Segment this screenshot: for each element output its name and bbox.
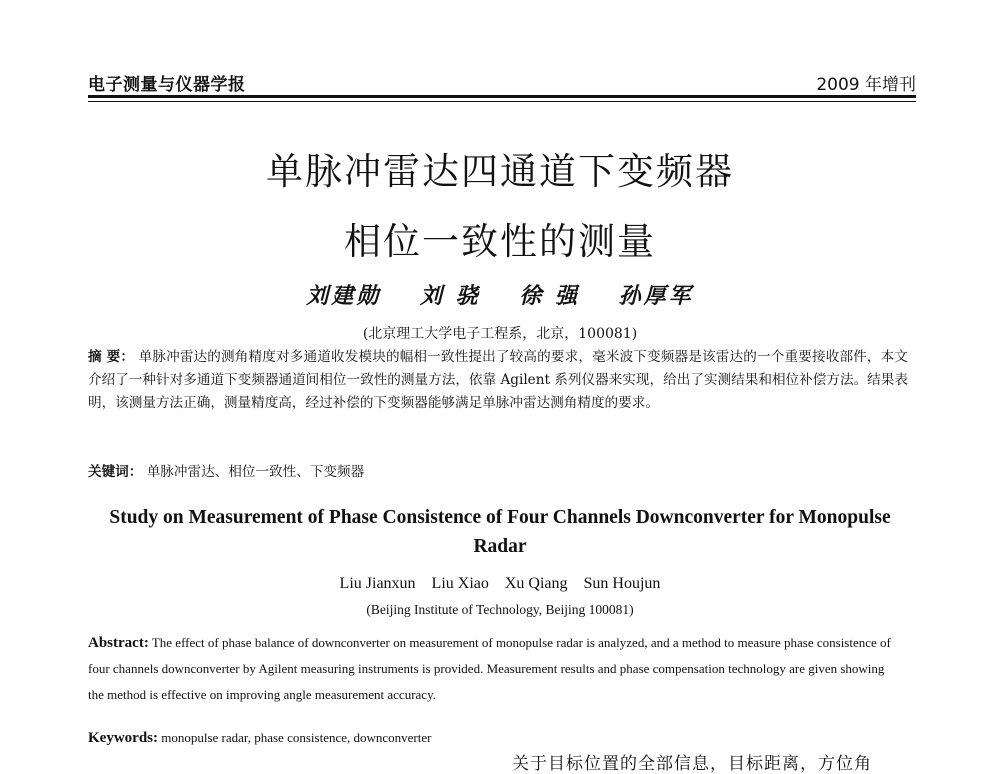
body-text-fragment: 关于目标位置的全部信息，目标距离，方位角 [512, 754, 872, 774]
header-rule-thin [88, 101, 916, 102]
journal-name: 电子测量与仪器学报 [88, 75, 246, 95]
author-cn: 刘建勋 [306, 283, 382, 309]
abstract-en-label: Abstract: [88, 635, 149, 651]
abstract-cn-label: 摘 要： [88, 349, 135, 365]
title-cn-line-2: 相位一致性的测量 [344, 220, 656, 263]
title-en: Study on Measurement of Phase Consistence of Four Channels Downconverter for Monopulse Radar [109, 507, 891, 557]
issue-label: 2009 年增刊 [816, 75, 916, 95]
authors-cn [0, 279, 1000, 310]
keywords-en-text: monopulse radar, phase consistence, downconverter [161, 730, 432, 745]
author-cn: 刘 骁 [419, 283, 481, 309]
keywords-en [88, 730, 908, 747]
author-en: Xu Qiang [504, 575, 568, 592]
abstract-cn-text: 单脉冲雷达的测角精度对多通道收发模块的幅相一致性提出了较高的要求，毫米波下变频器是该雷达的一个重要接收部件，本文介绍了一种针对多通道下变频器通道间相位一致性的测量方法，依靠 Agilent 系列仪器来实现，给出了实测结果和相位补偿方法。结果表明，该测量方法正确，测量精度高，经过补偿的下变频器能够满足单脉冲雷达测角精度的要求。 [88, 349, 909, 411]
keywords-en-label: Keywords: [88, 730, 158, 746]
author-cn: 孙厚军 [618, 283, 694, 309]
abstract-cn [88, 346, 908, 415]
title-cn-line-1: 单脉冲雷达四通道下变频器 [266, 150, 734, 193]
abstract-en [88, 630, 900, 708]
affiliation-en: (Beijing Institute of Technology, Beijing 100081) [366, 602, 634, 617]
author-en: Liu Xiao [431, 575, 489, 592]
authors-en [0, 575, 1000, 593]
keywords-cn [88, 461, 908, 484]
keywords-cn-text: 单脉冲雷达、相位一致性、下变频器 [146, 464, 365, 480]
keywords-cn-label: 关键词： [88, 464, 143, 480]
author-en: Liu Jianxun [339, 575, 416, 592]
affiliation-cn: (北京理工大学电子工程系，北京，100081) [362, 326, 638, 342]
author-cn: 徐 强 [519, 283, 580, 309]
header-rule-thick [88, 95, 916, 98]
abstract-en-text: The effect of phase balance of downconverter on measurement of monopulse radar is analyzed, and a method to measure phase consistence of four channels downconverter by Agilent measuring instruments is provided. Measurement results and phase compensation technology are given showing the method is effective on improving angle measurement accuracy. [88, 635, 891, 702]
author-en: Sun Houjun [583, 575, 661, 592]
